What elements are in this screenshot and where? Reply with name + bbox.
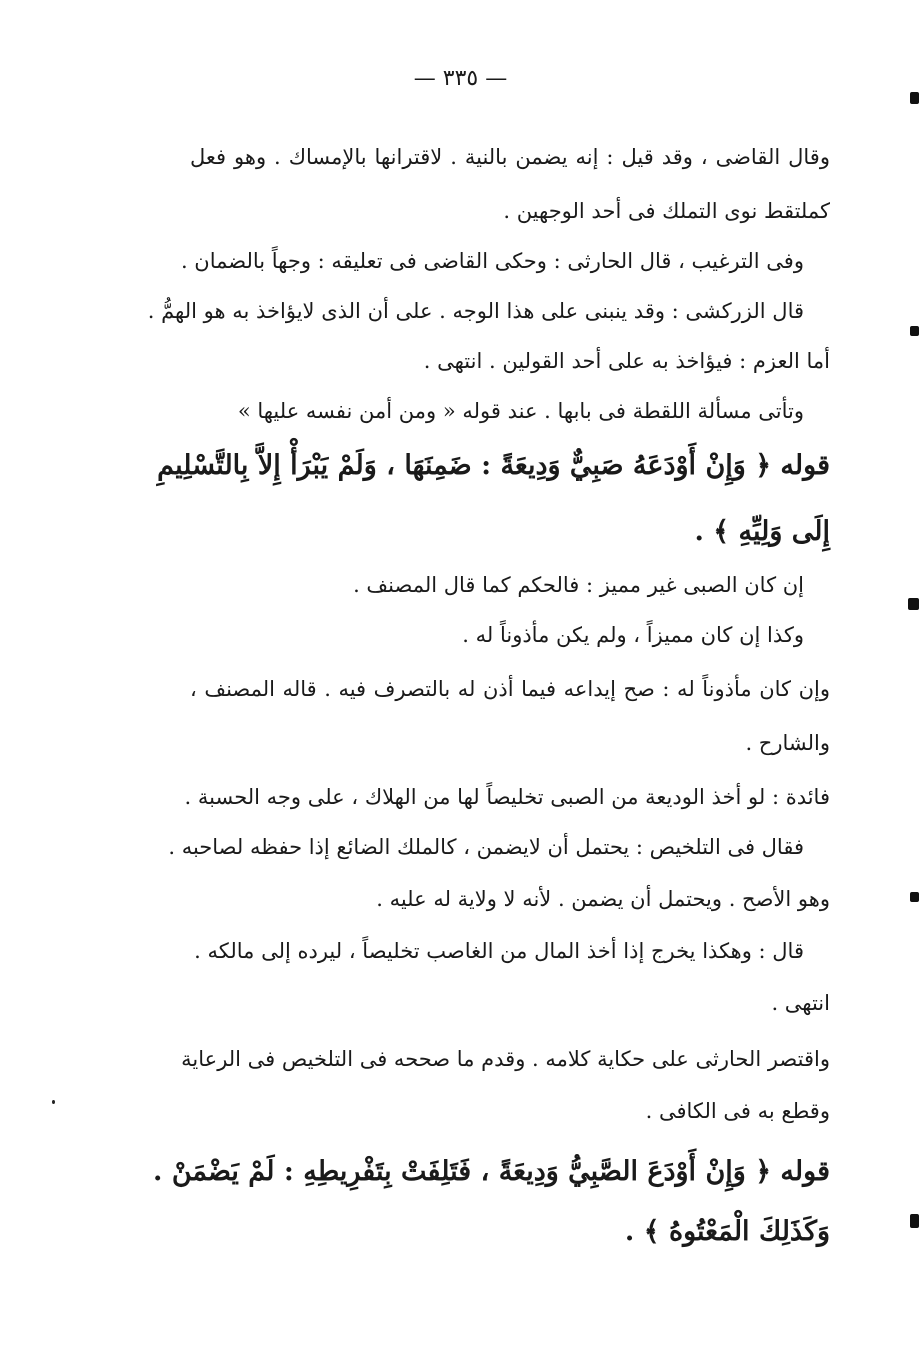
text-line: وهو الأصح . ويحتمل أن يضمن . لأنه لا ولاية له عليه .: [376, 887, 830, 911]
margin-mark: [910, 1214, 919, 1228]
text-line: فائدة : لو أخذ الوديعة من الصبى تخليصاً لها من الهلاك ، على وجه الحسبة .: [184, 785, 830, 809]
text-line: وقطع به فى الكافى .: [645, 1099, 830, 1123]
text-line: إن كان الصبى غير مميز : فالحكم كما قال المصنف .: [353, 573, 804, 597]
quote-heading-line: قوله ﴿ وَإِنْ أَوْدَعَهُ صَبِيٌّ وَدِيعَةً : ضَمِنَهَا ، وَلَمْ يَبْرَأْ إِلاَّ بِالتَّسْلِيمِ: [157, 450, 830, 481]
text-line: وتأتى مسألة اللقطة فى بابها . عند قوله « ومن أمن نفسه عليها »: [237, 399, 804, 423]
text-line: وفى الترغيب ، قال الحارثى : وحكى القاضى فى تعليقه : وجهاً بالضمان .: [180, 249, 804, 273]
text-line: وإن كان مأذوناً له : صح إيداعه فيما أذن له بالتصرف فيه . قاله المصنف ،: [190, 677, 830, 701]
text-line: أما العزم : فيؤاخذ به على أحد القولين . انتهى .: [423, 349, 830, 373]
quote-heading-line: وَكَذَلِكَ الْمَعْتُوهُ ﴾ .: [624, 1216, 830, 1247]
text-line: قال الزركشى : وقد ينبنى على هذا الوجه . على أن الذى لايؤاخذ به هو الهمُّ .: [147, 299, 804, 323]
text-line: وقال القاضى ، وقد قيل : إنه يضمن بالنية . لاقترانها بالإمساك . وهو فعل: [190, 145, 830, 169]
margin-mark: [908, 598, 919, 610]
text-line: والشارح .: [745, 731, 830, 755]
text-line: واقتصر الحارثى على حكاية كلامه . وقدم ما صححه فى التلخيص فى الرعاية: [181, 1047, 830, 1071]
page-number: — ٣٣٥ —: [413, 66, 508, 91]
quote-heading-line: إِلَى وَلِيِّهِ ﴾ .: [694, 516, 830, 547]
margin-mark: [910, 326, 919, 336]
margin-mark: [910, 92, 919, 104]
margin-mark: [910, 892, 919, 902]
text-line: وكذا إن كان مميزاً ، ولم يكن مأذوناً له .: [462, 623, 804, 647]
text-line: فقال فى التلخيص : يحتمل أن لايضمن ، كالملك الضائع إذا حفظه لصاحبه .: [168, 835, 804, 859]
quote-heading-line: قوله ﴿ وَإِنْ أَوْدَعَ الصَّبِيُّ وَدِيعَةً ، فَتَلِفَتْ بِتَفْرِيطِهِ : لَمْ يَضْمَنْ .: [153, 1156, 830, 1187]
speck: [52, 1100, 55, 1104]
text-line: كملتقط نوى التملك فى أحد الوجهين .: [503, 199, 830, 223]
text-line: قال : وهكذا يخرج إذا أخذ المال من الغاصب تخليصاً ، ليرده إلى مالكه .: [194, 939, 804, 963]
text-line: انتهى .: [771, 991, 830, 1015]
